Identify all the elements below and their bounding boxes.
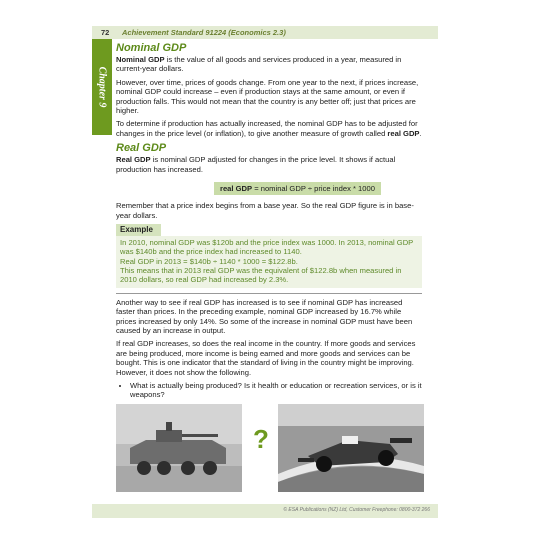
page-number: 72 — [101, 28, 110, 37]
example-label: Example — [116, 224, 161, 235]
after-paragraph-2: If real GDP increases, so does the real income in the country. If more goods and services are being produced, more income is being earned and more goods and services can be bought. This is one indicator that the standard of living in the country might be improving. However, it does not show the following. — [116, 339, 416, 377]
real-paragraph-1: Real GDP is nominal GDP adjusted for changes in the price level. It shows if actual production has increased. — [116, 155, 396, 174]
formula-box: real GDP = nominal GDP ÷ price index * 1000 — [214, 182, 381, 195]
example-body — [116, 236, 422, 288]
page-content — [116, 40, 422, 400]
example-box — [116, 224, 422, 287]
chapter-tab-label: Chapter 9 — [96, 66, 108, 108]
real-gdp-term: real GDP — [387, 128, 420, 138]
nominal-paragraph-2: However, over time, prices of goods change. From one year to the next, if prices increase, nominal GDP could increase – even if production stays at the same amount, or even if production falls. This would not mean that the country is any better off; just that prices are higher. — [116, 77, 419, 116]
example-line-3: This means that in 2013 real GDP was the equivalent of $122.8b when measured in 2010 dollars, so real GDP had increased by 2.3%. — [120, 265, 402, 285]
armoured-vehicle-image — [116, 404, 242, 492]
bullet-item: • What is actually being produced? Is it health or education or recreation services, or is it weapons? — [130, 381, 422, 400]
divider — [116, 293, 422, 294]
race-car-image — [278, 404, 424, 492]
page-footer — [92, 504, 438, 518]
textbook-page — [92, 26, 438, 513]
example-line-2: Real GDP in 2013 = $140b ÷ 1140 * 1000 = $122.8b. — [120, 256, 298, 266]
illustrations — [116, 404, 422, 494]
chapter-tab — [92, 39, 112, 135]
section-heading-real-gdp: Real GDP — [116, 142, 167, 155]
nominal-paragraph-3: To determine if production has actually increased, the nominal GDP has to be adjusted for changes in the price level (or inflation), to give another measure of growth called real GDP. — [116, 119, 422, 138]
section-heading-nominal-gdp: Nominal GDP — [116, 42, 187, 54]
real-paragraph-2: Remember that a price index begins from a base year. So the real GDP figure is in base-year dollars. — [116, 201, 414, 220]
page-header — [92, 26, 438, 39]
example-line-1: In 2010, nominal GDP was $120b and the price index was 1000. In 2013, nominal GDP was $140b and the price index had increased to 1140. — [120, 237, 414, 257]
nominal-paragraph-1: Nominal GDP is the value of all goods and services produced in a year, measured in current-year dollars. — [116, 55, 402, 74]
question-mark: ? — [253, 424, 269, 454]
bullet-list — [116, 381, 422, 400]
footer-copyright: © ESA Publications (NZ) Ltd, Customer Freephone: 0800-372 266 — [283, 507, 430, 513]
nominal-term: Nominal GDP — [116, 55, 165, 64]
after-paragraph-1: Another way to see if real GDP has increased is to see if nominal GDP has increased faster than prices. In the preceding example, nominal GDP increased by 16.7% while prices increased by only 14%. So some of the increase in nominal GDP must have been caused by an increase in output. — [116, 297, 413, 335]
header-title: Achievement Standard 91224 (Economics 2.3) — [122, 28, 286, 37]
